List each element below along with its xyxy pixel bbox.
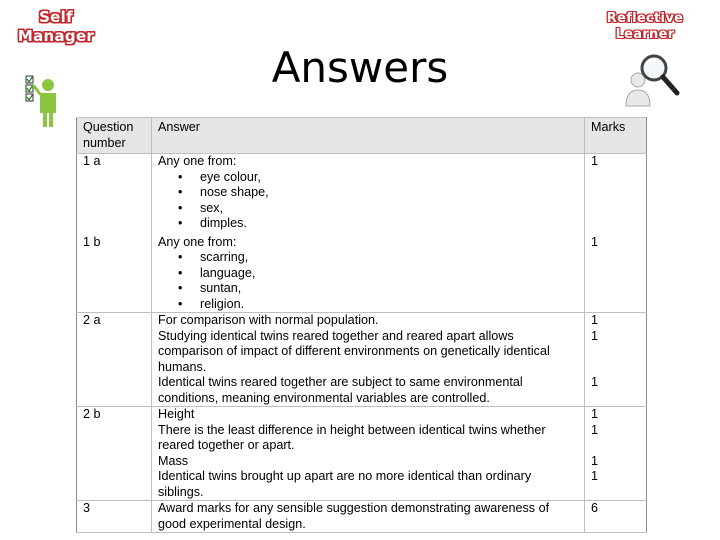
table-row xyxy=(77,154,647,313)
reflective-learner-line1: Reflective xyxy=(606,11,684,26)
list-item: • dimples. xyxy=(200,216,578,232)
list xyxy=(158,170,578,232)
table-row xyxy=(77,501,647,533)
answer-cell: Award marks for any sensible suggestion demonstrating awareness of good experimental design. xyxy=(152,501,585,533)
answers-table xyxy=(76,117,647,533)
marks-cell: 6 xyxy=(585,501,647,533)
question-cell: 3 xyxy=(77,501,152,533)
answer-cell: For comparison with normal population. Studying identical twins reared together and reared apart allows comparison of impact of different environments on genetically identical humans. Identical twins reared together are subject to same environmental conditions, meaning environmental variables are controlled. xyxy=(152,313,585,407)
table-row xyxy=(77,407,647,501)
marks-cell: 1 1 1 xyxy=(585,313,647,407)
list-item: • scarring, xyxy=(200,250,578,266)
question-number-header: Question number xyxy=(77,118,152,154)
list-item: • nose shape, xyxy=(200,185,578,201)
answer-header: Answer xyxy=(152,118,585,154)
question-cell: 2 a xyxy=(77,313,152,407)
reflective-learner-badge xyxy=(598,11,692,43)
reflective-learner-line2: Learner xyxy=(615,27,675,42)
list-item: • eye colour, xyxy=(200,170,578,186)
marks-cell: 1 1 1 1 xyxy=(585,407,647,501)
list xyxy=(158,250,578,312)
self-manager-line2: Manager xyxy=(17,27,95,45)
question-cell: 1 a 1 b xyxy=(77,154,152,313)
page-title: Answers xyxy=(271,43,449,92)
answer-cell: Height There is the least difference in height between identical twins whether reared together or apart. Mass Identical twins brought up apart are no more identical than ordinary siblings. xyxy=(152,407,585,501)
marks-cell: 1 1 xyxy=(585,154,647,313)
table-row xyxy=(77,313,647,407)
list-item: • religion. xyxy=(200,297,578,313)
answer-cell: Any one from: • eye colour, • nose shape, • sex, • dimples. Any one from: • scarring, • language, • suntan, • religion. xyxy=(152,154,585,313)
list-item: • language, xyxy=(200,266,578,282)
answers-table-container xyxy=(76,117,646,531)
question-cell: 2 b xyxy=(77,407,152,501)
table-header-row xyxy=(77,118,647,154)
self-manager-line1: Self xyxy=(39,8,73,26)
marks-header: Marks xyxy=(585,118,647,154)
list-item: • suntan, xyxy=(200,281,578,297)
magnifier-person-icon xyxy=(618,50,684,108)
list-item: • sex, xyxy=(200,201,578,217)
